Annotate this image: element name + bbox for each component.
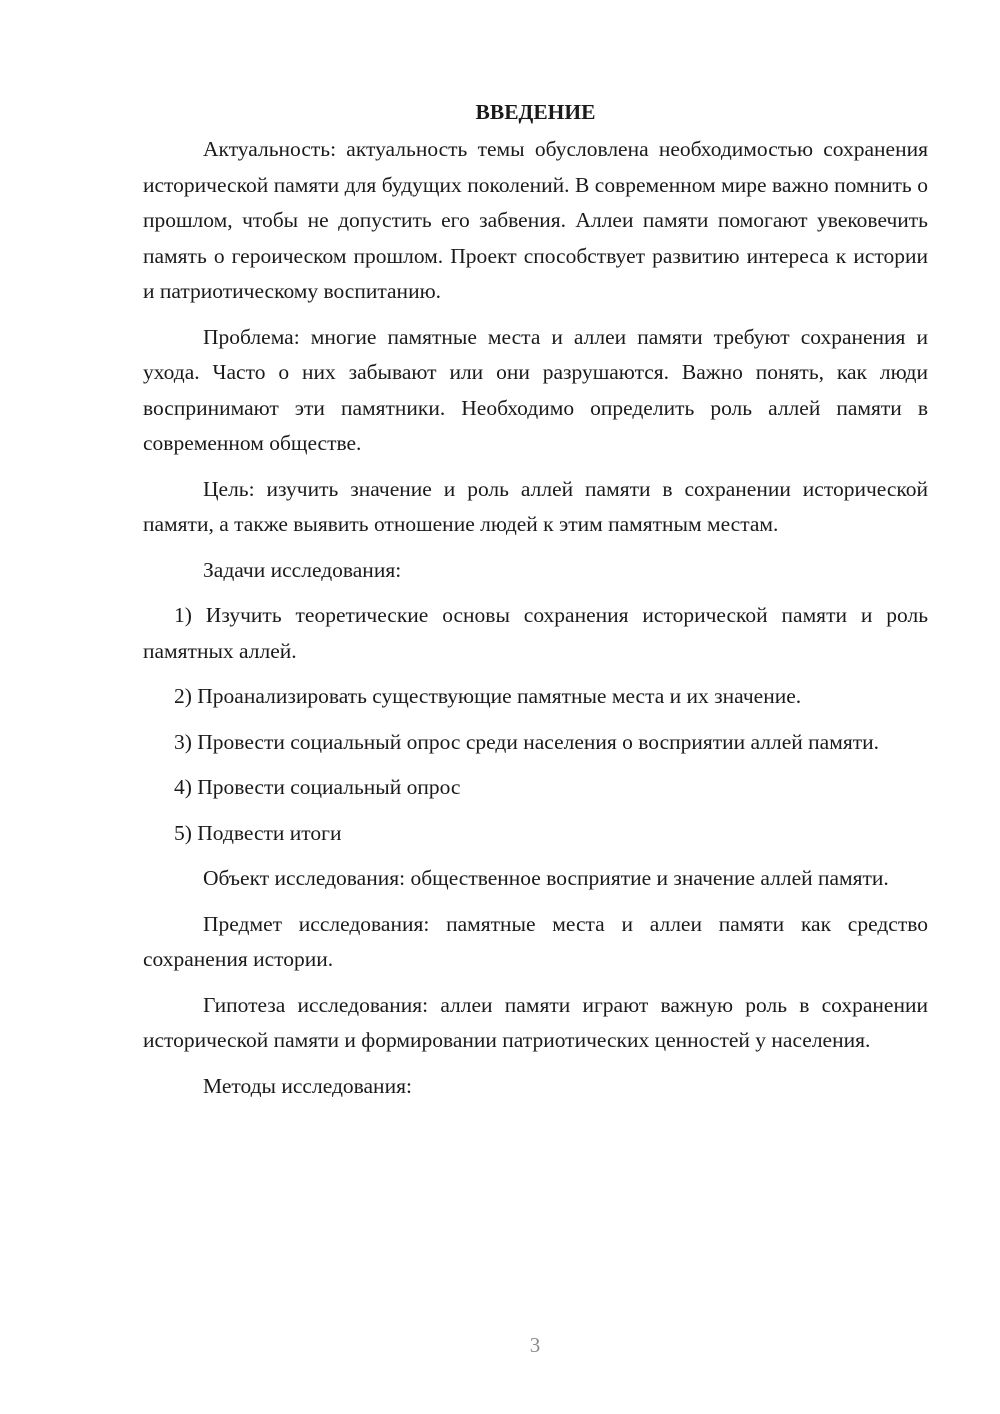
task-item-2: 2) Проанализировать существующие памятные места и их значение. bbox=[174, 684, 802, 708]
task-item-5: 5) Подвести итоги bbox=[174, 820, 342, 845]
paragraph-hypothesis: Гипотеза исследования: аллеи памяти играют важную роль в сохранении исторической памяти и формировании патриотических ценностей у населения. bbox=[143, 992, 928, 1052]
task-item-1: 1) Изучить теоретические основы сохранения исторической памяти и роль памятных аллей. bbox=[143, 603, 928, 663]
task-item-3: 3) Провести социальный опрос среди населения о восприятии аллей памяти. bbox=[174, 729, 879, 754]
paragraph-subject: Предмет исследования: памятные места и аллеи памяти как средство сохранения истории. bbox=[143, 911, 928, 971]
methods-heading: Методы исследования: bbox=[203, 1073, 412, 1098]
page-title: ВВЕДЕНИЕ bbox=[475, 100, 596, 124]
paragraph-relevance: Актуальность: актуальность темы обусловлена необходимостью сохранения исторической памяти для будущих поколений. В современном мире важно помнить о прошлом, чтобы не допустить его забвения. Аллеи памяти помогают увековечить память о героическом прошлом. Проект способствует развитию интереса к истории и патриотическому воспитанию. bbox=[143, 137, 928, 303]
task-item-4: 4) Провести социальный опрос bbox=[174, 775, 461, 799]
document-body bbox=[143, 96, 928, 1114]
paragraph-problem: Проблема: многие памятные места и аллеи памяти требуют сохранения и ухода. Часто о них забывают или они разрушаются. Важно понять, как люди воспринимают эти памятники. Необходимо определить роль аллей памяти в современном обществе. bbox=[143, 324, 928, 455]
page-number: 3 bbox=[529, 1333, 541, 1357]
paragraph-goal: Цель: изучить значение и роль аллей памяти в сохранении исторической памяти, а также выявить отношение людей к этим памятным местам. bbox=[143, 476, 928, 536]
tasks-heading: Задачи исследования: bbox=[203, 557, 402, 582]
paragraph-object: Объект исследования: общественное восприятие и значение аллей памяти. bbox=[203, 866, 889, 890]
